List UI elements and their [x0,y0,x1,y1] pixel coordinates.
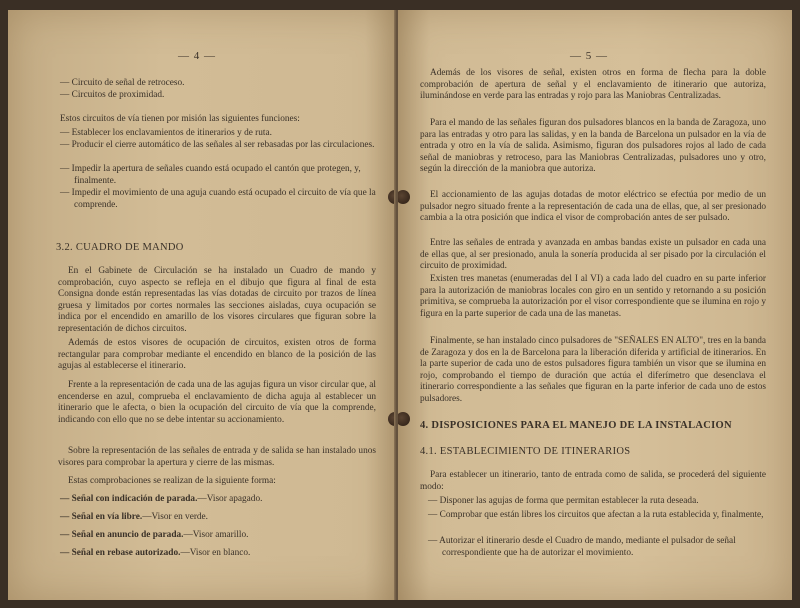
paragraph: Frente a la representación de cada una de las agujas figura un visor circular que, al encenderse en azul, comprueba el enclavamiento de dicha aguja al establecer un itinerario que le afecta, o bien la ocupación del circuito de vía que la comprende, indicando con ello que no se debe intentar su accionamiento. [58,380,376,425]
list-item [60,494,370,506]
list-item: — Circuito de señal de retroceso. [60,78,185,88]
check-label: — Señal en vía libre. [60,512,143,522]
page-number: — 5 — [570,50,608,62]
paragraph: Entre las señales de entrada y avanzada en ambas bandas existe un pulsador en cada una de ellas que, al ser presionado, anula la sonería producida al ser pisado por la circulación el circuito de proximidad. [420,238,766,272]
subsection-heading: 4.1. ESTABLECIMIENTO DE ITINERARIOS [420,446,631,457]
list-item: — Circuitos de proximidad. [60,90,165,100]
list-item [60,530,370,542]
page-number: — 4 — [178,50,216,62]
paragraph: Para el mando de las señales figuran dos pulsadores blancos en la banda de Zaragoza, uno para las entradas y otro para las salidas, y en la banda de Barcelona un pulsador en la vía de entrada y otro en la vía de salida. Asimismo, figuran dos pulsadores rojos al lado de cada señal de maniobras y retroceso, para las Maniobras Centralizadas, pulsadores uno y otro, según la dirección de la maniobra que autoriza. [420,118,766,175]
check-result: —Visor en verde. [142,512,209,522]
section-heading: 4. DISPOSICIONES PARA EL MANEJO DE LA INSTALACION [420,420,732,431]
paragraph: Además de los visores de señal, existen otros en forma de flecha para la doble comprobación de apertura de señal y el enclavamiento de itinerario que autoriza, iluminándose en verde para las entradas y rojo para las Maniobras Centralizadas. [420,68,766,102]
list-item [60,512,370,524]
binder-hole-icon [398,412,410,426]
list-item: — Autorizar el itinerario desde el Cuadro de mando, mediante el pulsador de señal correspondiente que ha de autorizar el movimiento. [428,536,736,558]
paragraph: Para establecer un itinerario, tanto de entrada como de salida, se procederá del siguiente modo: [420,470,766,492]
check-result: —Visor amarillo. [183,530,249,540]
check-label: — Señal con indicación de parada. [60,494,198,504]
list-item [60,548,370,560]
right-page [398,10,792,600]
paragraph: El accionamiento de las agujas dotadas de motor eléctrico se efectúa por medio de un pulsador negro situado frente a la representación de cada una de ellas, que, al ser presionado cambia a la otra posición que indica el visor de comprobación antes de ser pulsado. [420,190,766,224]
list-item: — Establecer los enclavamientos de itinerarios y de ruta. [60,128,272,138]
check-result: —Visor en blanco. [180,548,251,558]
paragraph: En el Gabinete de Circulación se ha instalado un Cuadro de mando y comprobación, cuyo aspecto se refleja en el dibujo que figura al final de esta Consigna donde están representadas las vías dotadas de circuito por trazos de línea gruesa y limitados por cortes normales las secciones aisladas, cuya ocupación se indica por el encendido en amarillo de los visores circulares que figuran sobre la representación de dichos circuitos. [58,266,376,334]
paragraph: Existen tres manetas (enumeradas del I al VI) a cada lado del cuadro en su parte inferior para la autorización de maniobras locales con giro en un sentido y retornando a su posición primitiva, se comprueba la autorización por el visor correspondiente que se ilumina en rojo y figura en la parte superior de cada una de las manetas. [420,274,766,319]
list-item: — Impedir la apertura de señales cuando está ocupado el cantón que protegen, y, finalmente. [60,164,361,186]
list-item: — Producir el cierre automático de las señales al ser rebasadas por las circulaciones. [60,140,375,150]
list-item: — Comprobar que están libres los circuitos que afectan a la ruta establecida y, finalmente, [428,510,764,520]
check-label: — Señal en rebase autorizado. [60,548,181,558]
binder-hole-icon [398,190,410,204]
paragraph: Además de estos visores de ocupación de circuitos, existen otros de forma rectangular para comprobar mediante el encendido en blanco de la posición de las agujas al establecerse el itinerario. [58,338,376,372]
paragraph: Finalmente, se han instalado cinco pulsadores de "SEÑALES EN ALTO", tres en la banda de Zaragoza y dos en la de Barcelona para la liberación diferida y artificial de itinerarios. En la parte superior de cada uno de estos pulsadores figura también un visor que se ilumina en rojo, comprobando el tiempo de duración que actúa el diferímetro que desenclava el itinerario correspondiente a las señales que figuran en la parte inferior de cada uno de estos pulsadores. [420,336,766,404]
paragraph: Estos circuitos de vía tienen por misión las siguientes funciones: [60,114,300,124]
paragraph: Sobre la representación de las señales de entrada y de salida se han instalado unos visores para comprobar la apertura y cierre de las mismas. [58,446,376,468]
list-item: — Impedir el movimiento de una aguja cuando está ocupado el circuito de vía que la comprende. [60,188,376,210]
list-item: — Disponer las agujas de forma que permitan establecer la ruta deseada. [428,496,699,506]
check-result: —Visor apagado. [197,494,263,504]
paragraph: Estas comprobaciones se realizan de la siguiente forma: [68,476,276,486]
section-heading: 3.2. CUADRO DE MANDO [56,242,184,253]
check-label: — Señal en anuncio de parada. [60,530,184,540]
left-page [8,10,396,600]
